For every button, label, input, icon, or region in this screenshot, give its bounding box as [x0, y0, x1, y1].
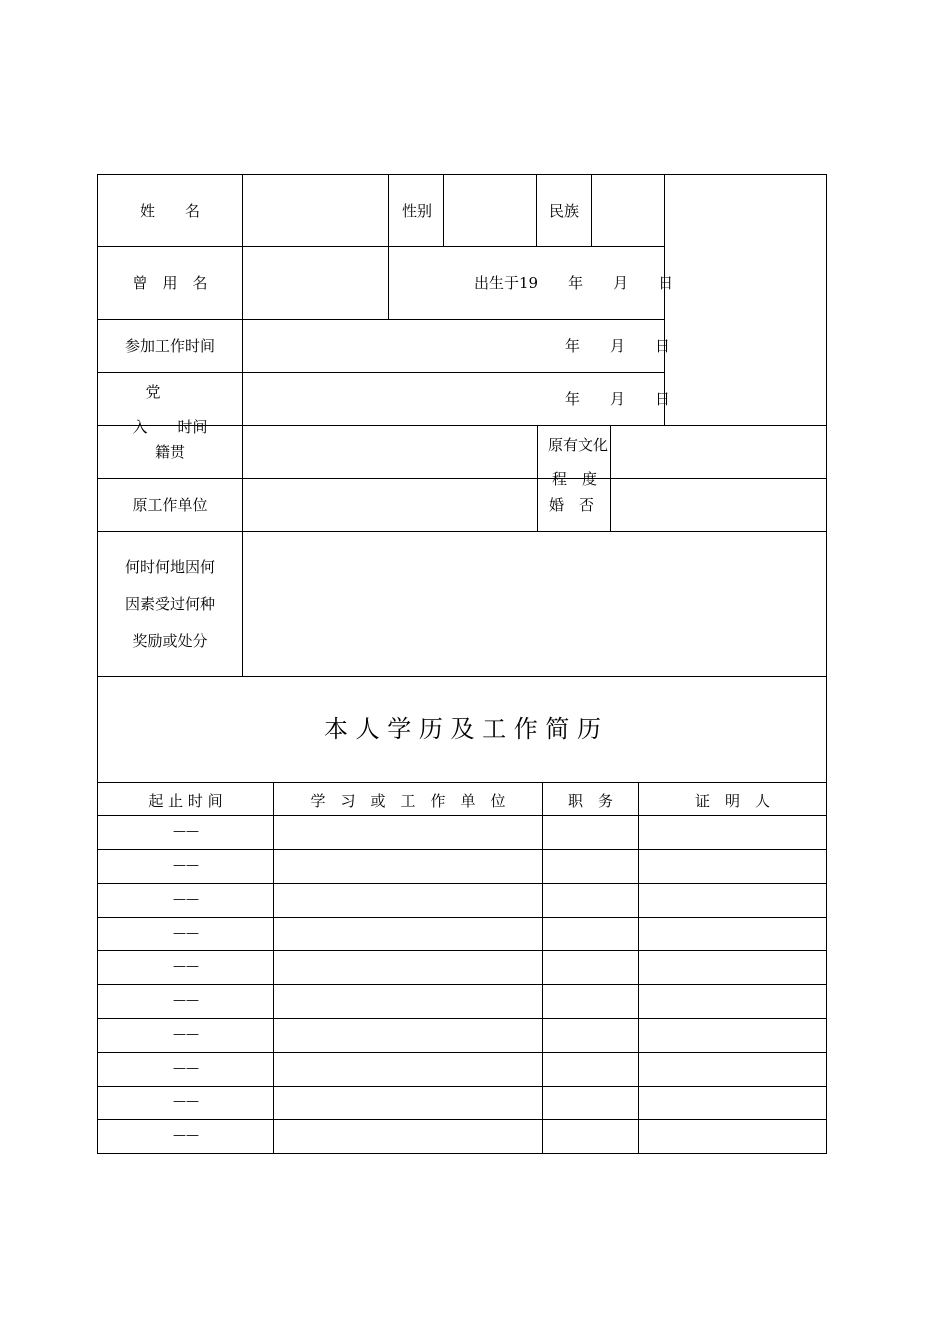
period-dash: ——	[173, 1027, 199, 1042]
rule	[97, 1052, 827, 1053]
period-dash: ——	[173, 858, 199, 873]
header-position: 职 务	[567, 792, 613, 810]
rule	[97, 883, 827, 884]
rule	[638, 782, 639, 1154]
rule	[388, 174, 389, 320]
rule	[542, 782, 543, 1154]
period-dash: ——	[173, 926, 199, 941]
period-dash: ——	[173, 993, 199, 1008]
rule	[443, 174, 444, 247]
reward-label-line1: 何时何地因何	[124, 558, 215, 576]
gender-label: 性别	[402, 202, 433, 220]
period-dash: ——	[173, 1094, 199, 1109]
rule	[536, 174, 537, 247]
rule	[97, 174, 827, 175]
party-label-line1: 党	[145, 383, 161, 401]
prev-employer-label: 原工作单位	[132, 496, 208, 514]
rule	[97, 676, 827, 677]
period-dash: ——	[173, 892, 199, 907]
rule	[591, 174, 592, 247]
rule	[97, 478, 827, 479]
alias-label: 曾 用 名	[132, 274, 208, 292]
rule	[97, 984, 827, 985]
rule	[97, 1119, 827, 1120]
header-organization: 学 习 或 工 作 单 位	[310, 792, 506, 810]
education-label-line1: 原有文化	[548, 436, 609, 454]
period-dash: ——	[173, 1128, 199, 1143]
marital-status-label: 婚 否	[549, 496, 595, 514]
birth-date-text: 出生于19 年 月 日	[474, 274, 674, 292]
rule	[97, 815, 827, 816]
header-period: 起 止 时 间	[148, 792, 223, 810]
period-dash: ——	[173, 959, 199, 974]
reward-label-line3: 奖励或处分	[132, 632, 208, 650]
education-label-line2: 程 度	[552, 470, 598, 488]
rule	[97, 531, 827, 532]
rule	[97, 782, 827, 783]
reward-label-line2: 因素受过何种	[124, 595, 215, 613]
rule	[97, 1018, 827, 1019]
rule	[826, 174, 827, 1154]
rule	[97, 246, 665, 247]
rule	[97, 950, 827, 951]
education-label-cell	[538, 426, 628, 488]
history-title: 本 人 学 历 及 工 作 简 历	[323, 715, 602, 743]
rule	[664, 174, 665, 426]
party-label-cell	[98, 373, 242, 436]
rule	[97, 319, 665, 320]
work-start-label: 参加工作时间	[124, 337, 215, 355]
rule	[97, 1086, 827, 1087]
rule	[242, 174, 243, 677]
period-dash: ——	[173, 824, 199, 839]
period-dash: ——	[173, 1061, 199, 1076]
party-label-line2: 入 时间	[132, 418, 208, 436]
header-witness: 证 明 人	[694, 792, 770, 810]
party-join-date: 年 月 日	[565, 390, 671, 408]
rule	[97, 1153, 827, 1154]
rule	[97, 849, 827, 850]
rule	[97, 917, 827, 918]
work-start-date: 年 月 日	[565, 337, 671, 355]
ethnicity-label: 民族	[549, 202, 580, 220]
name-label: 姓 名	[139, 202, 200, 220]
native-place-label: 籍贯	[154, 443, 185, 461]
